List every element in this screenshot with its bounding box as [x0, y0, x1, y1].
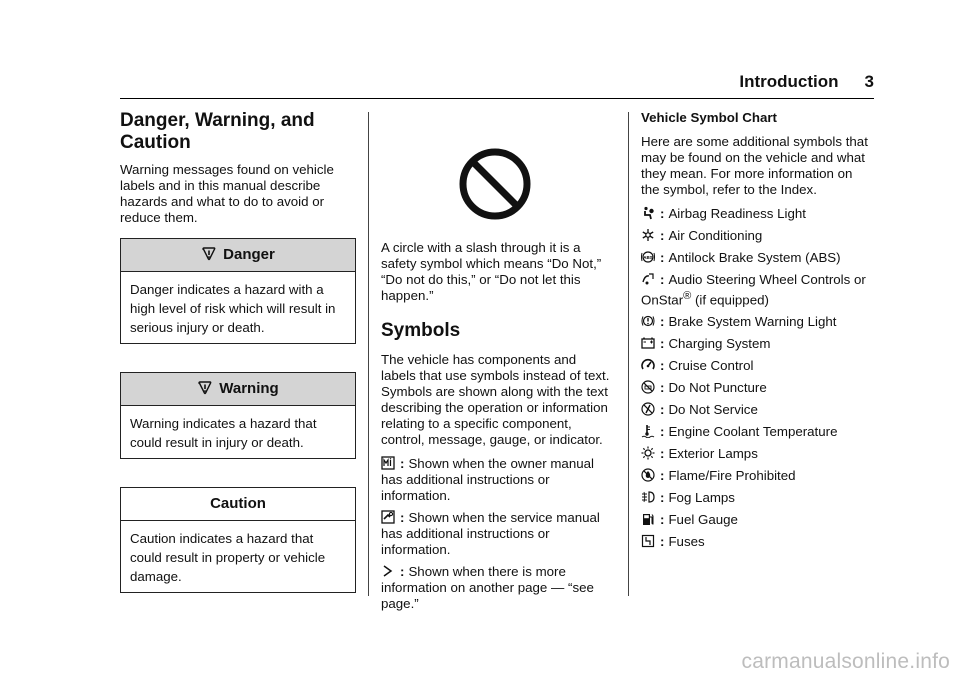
air-conditioning-icon	[641, 228, 655, 242]
exterior-lamps-icon	[641, 446, 655, 460]
do-not-service-icon	[641, 402, 655, 416]
do-not-puncture-icon	[641, 380, 655, 394]
owner-manual-icon	[381, 456, 395, 470]
page-number: 3	[864, 72, 874, 91]
symbol-item: : Do Not Puncture	[641, 380, 873, 396]
symbol-item: : Exterior Lamps	[641, 446, 873, 462]
fuel-gauge-icon	[641, 512, 655, 526]
symbol-chart-intro: Here are some additional symbols that may be found on the vehicle and what they mean. For more information on the symbol, refer to the Index.	[641, 134, 868, 197]
danger-text: Danger indicates a hazard with a high level of risk which will result in serious injury or death.	[130, 282, 336, 335]
brake-warning-icon	[641, 314, 655, 328]
symbols-heading: Symbols	[381, 320, 461, 341]
symbol-item: : Engine Coolant Temperature	[641, 424, 873, 440]
svg-text:ABS: ABS	[643, 255, 653, 260]
warning-title: Warning	[219, 380, 279, 397]
caution-box-header	[121, 488, 355, 521]
no-symbol-icon	[457, 146, 533, 222]
danger-box-header	[121, 239, 355, 272]
warning-triangle-icon	[197, 381, 213, 395]
symbol-item: ABS : Antilock Brake System (ABS)	[641, 250, 873, 266]
fog-lamps-icon	[641, 490, 655, 504]
symbol-item: : Fuel Gauge	[641, 512, 873, 528]
symbol-item: : Fog Lamps	[641, 490, 873, 506]
section-heading: Danger, Warning, and Caution	[120, 110, 315, 153]
caution-box	[120, 487, 356, 593]
symbols-intro: The vehicle has components and labels that use symbols instead of text. Symbols are shown along with the text describing the operation or information relating to a specific component, control, message, gauge, or indicator.	[381, 352, 610, 447]
symbol-item: : Brake System Warning Light	[641, 314, 873, 330]
header-rule	[120, 98, 874, 99]
column-1	[120, 110, 356, 621]
service-manual-text: Shown when the service manual has additional instructions or information.	[381, 510, 600, 557]
cruise-control-icon	[641, 358, 655, 372]
column-2	[381, 120, 611, 618]
caution-title: Caution	[210, 495, 266, 512]
symbol-item: : Airbag Readiness Light	[641, 206, 873, 222]
fuses-icon	[641, 534, 655, 548]
see-page-arrow-icon	[381, 564, 395, 578]
warning-box-header	[121, 373, 355, 406]
service-manual-entry: : Shown when the service manual has additional instructions or information.	[381, 510, 600, 557]
page-header	[739, 72, 874, 92]
symbol-item: : Charging System	[641, 336, 873, 352]
owner-manual-entry: : Shown when the owner manual has additional instructions or information.	[381, 456, 594, 503]
watermark: carmanualsonline.info	[741, 650, 950, 673]
see-page-entry: : Shown when there is more information on another page — “see page.”	[381, 564, 594, 611]
caution-text: Caution indicates a hazard that could result in property or vehicle damage.	[130, 531, 326, 584]
circle-slash-text: A circle with a slash through it is a safety symbol which means “Do Not,” “Do not do this,” or “Do not let this happen.”	[381, 240, 602, 303]
column-divider	[368, 112, 369, 596]
see-page-text: Shown when there is more information on another page — “see page.”	[381, 564, 594, 611]
coolant-temp-icon	[641, 424, 655, 438]
symbol-item: : Fuses	[641, 534, 873, 550]
symbol-item: : Air Conditioning	[641, 228, 873, 244]
danger-title: Danger	[223, 246, 275, 263]
warning-text: Warning indicates a hazard that could result in injury or death.	[130, 416, 317, 450]
column-divider	[628, 112, 629, 596]
symbol-item: : Flame/Fire Prohibited	[641, 468, 873, 484]
flame-prohibited-icon	[641, 468, 655, 482]
airbag-icon	[641, 206, 655, 220]
danger-box	[120, 238, 356, 344]
warning-box	[120, 372, 356, 459]
symbol-item: : Cruise Control	[641, 358, 873, 374]
intro-paragraph: Warning messages found on vehicle labels and in this manual describe hazards and what to do to avoid or reduce them.	[120, 162, 334, 225]
warning-triangle-icon	[201, 247, 217, 261]
symbol-item: : Do Not Service	[641, 402, 873, 418]
owner-manual-text: Shown when the owner manual has additional instructions or information.	[381, 456, 594, 503]
abs-icon	[641, 250, 655, 264]
symbol-chart-title: Vehicle Symbol Chart	[641, 110, 777, 125]
column-3	[641, 110, 873, 556]
battery-icon	[641, 336, 655, 350]
section-title: Introduction	[739, 72, 839, 91]
symbol-item: : Audio Steering Wheel Controls or OnStar® (if equipped)	[641, 272, 866, 308]
service-manual-icon	[381, 510, 395, 524]
audio-steering-icon	[641, 272, 655, 286]
